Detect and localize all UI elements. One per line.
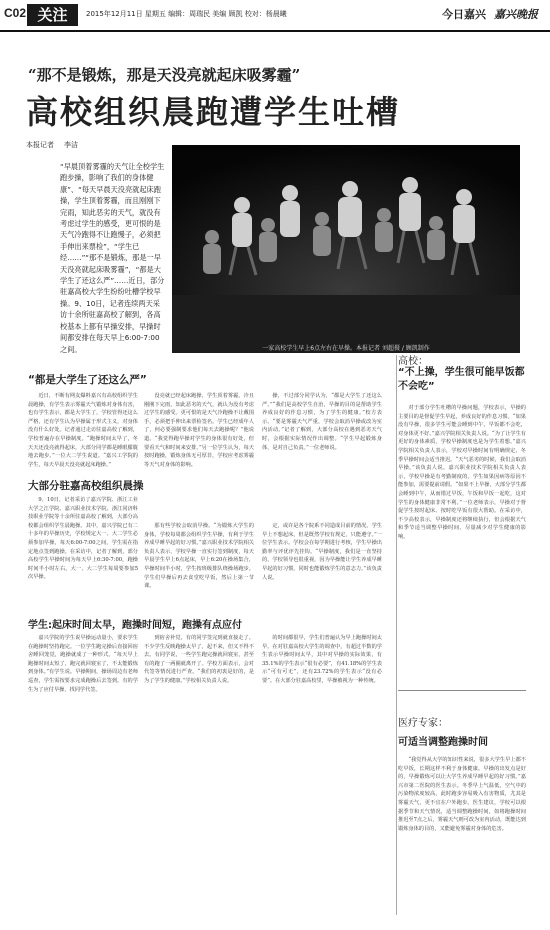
- body-col-9: 的时间都很早，学生们普遍认为早上跑操时间太早。在对驻嘉高校大学生的调查中，有超过半数的学生表示早操时间太早，其中对早操的实际效果，有35.1%的学生表示“很有必要”，有41.18%的学生表示“可有可无”，还有23.72%的学生表示“没有必要”。在大部分驻嘉高校里，早操被视为一种传统。: [262, 635, 382, 684]
- byline: [26, 140, 88, 150]
- paper-name: 今日嘉兴: [442, 8, 486, 21]
- photo-caption: 一家高校学生早上6点左右在早操。本报记者 刘超摄 / 顾凯制作: [262, 345, 430, 352]
- article-title: 高校组织晨跑遭学生吐槽: [26, 93, 401, 131]
- right-heading-2-label: 医疗专家：: [398, 718, 448, 729]
- section-heading-3: 学生:起床时间太早，跑操时间短，跑操有点应付: [28, 620, 242, 631]
- right-heading-1: “不上操，学生很可能早饭都不会吃”: [398, 367, 525, 392]
- masthead: [442, 6, 538, 22]
- issue-meta: 2015年12月11日 星期五 编辑：周瑞民 美编 顾凯 校对：杨晨曦: [86, 10, 287, 18]
- photo-runners-illustration: [172, 145, 520, 353]
- body-col-3: 操，不过部分同学认为，“都是大学生了还这么严。”“我们是高校学生自治，早操的目的是帮助学生养成良好的作息习惯，为了学生的健康。”校方表示。“要是雾霾天气严重，学校会取消早操或改为室内活动。”记者了解到，大部分高校在遇到恶劣天气时，会根据实际情况作出调整。“学生早起锻炼身体，是对自己负责。”一位老师说。: [262, 393, 382, 451]
- article-lede: “早晨顶着雾霾的天气让全校学生跑步操，影响了我们的身体健康”、“每天早晨天没亮就起床跑操，学生顶着雾霾，而且刚刚下完雨，知此恶劣的天气，就没有考虑过学生的感受，更可恨的是天气冷跑得不让跑慢子，必须把手伸出来票检”，“学生已经……”“那不是锻炼，那是一早天没亮就起床吸雾霾”，“都是大学生了还这么严”……近日，部分驻嘉高校大学生纷纷吐槽学校早操。9、10日，记者连续两天采访十余所驻嘉高校了解到，各高校基本上都有早操安排，早操时间都安排在每天早上6:00-7:00之间。: [60, 162, 165, 354]
- body-col-2: 没亮就已经起床跑操，学生顶着雾霾，冷且刚刚下完雨，知此恶劣的天气，就认为没有考虑过学生的感受。更可恨的是天气冷跑操不让戴围手，必须把手伸出来票检签名。学生已经成年人了，何必要强制要求他们每天去跑操呢？”他说道。“我觉得跑早操对学生的身体很有好处，但要看天气和时间来安排。”另一位学生认为，每天按时跑操，锻炼身体无可厚非，学校应考虑雾霾等天气对身体的影响。: [144, 393, 254, 468]
- section-label: 关注: [27, 4, 78, 26]
- right-rule: [398, 690, 526, 691]
- section-heading-1: “都是大学生了还这么严”: [28, 374, 147, 386]
- right-heading-2: 可适当调整跑操时间: [398, 737, 488, 748]
- body-col-6: 定，或许是各个院系不同造成目前的情况。学生早上不想起床，但是既然学校有规定，只能遵守。”一位学生表示。学校会在每学期进行考核，学生早操出勤率与评优评先挂钩。“早操制度，我们是一直坚持的，学校领导也很重视，因为早操能让学生养成早睡早起的好习惯，同时也能锻炼学生的意志力。”该负责人说。: [262, 523, 382, 581]
- body-col-5: 那有些学校会取消早操。“为锻炼大学生的身体，学校每周都会组织学生早操，有利于学生养成早睡早起的好习惯。”嘉兴职业技术学院相关负责人表示，学校早操一直实行签到制度，每天早晨学生早上6点起床，早上6:20在操场集合，早操时间半小时，学生按班级排队绕操场跑步。学生们早操后再去食堂吃早饭，然后上第一节课。: [144, 523, 254, 590]
- article-photo: [172, 145, 520, 353]
- column-divider: [396, 355, 397, 915]
- body-col-8: 到宿舍补觉，有的同学签完到就直接走了。不少学生反映跑操太早了，起不来，但又不得不去。有同学说，一些学生跑完操就回寝室，甚至有的跑了一两圈就离开了。学校方面表示，会对代签等情况进行严查。“我们的初衷是好的，是为了学生的健康。”学校相关负责人说。: [144, 635, 254, 684]
- byline-name: 李洁: [64, 141, 78, 149]
- body-col-7: 嘉兴学院的学生说早操运动量小，要求学生在跑操时坚持跑完。一位学生跑完操后直接回宿舍睡回笼觉，跑操就成了一种形式。“每天早上跑操时间太短了，跑完就回寝室了，不太能锻炼到身体。”有学生说。早操期间，操场周边有老师巡查，学生需按要求完成跑操后去签到。有的学生为了应付早操，找同学代签。: [28, 635, 138, 693]
- byline-label: 本报记者: [26, 141, 54, 149]
- paper-logo: 嘉兴晚报: [494, 8, 538, 21]
- right-body-1: 对于部分学生吐槽的早操问题，学校表示，早操的主要目的是督促学生早起，养成良好的作息习惯。“如果没有早操，很多学生可能会睡到中午，早饭都不会吃，对身体更不好。”嘉兴学院相关负责人说。“为了让学生有更好的身体素质，学校早操制度也是为学生着想。”嘉兴学院相关负责人表示，学校对早操时间有明确规定，冬季早操时间会适当推迟。“天气恶劣的时候，我们会取消早操。”该负责人说。嘉兴职业技术学院相关负责人表示，学校早操是有考勤制度的，学生如果因病等原因不能参加，需要提前请假。“如果不上早操，大部分学生都会睡到中午，从而错过早饭，午饭和早饭一起吃，这对学生的身体健康非常不利。”一位老师表示，早操对于督促学生按时起床、按时吃早饭有很大帮助。在采访中，不少高校表示，早操制度还将继续执行，但会根据天气和季节适当调整早操时间，尽量减少对学生健康的影响。: [398, 405, 526, 540]
- section-heading-2: 大部分驻嘉高校组织晨操: [28, 480, 144, 492]
- right-body-2: “我觉得从大学的知识性来说，很多大学生早上都不吃早饭，长期这样不利于身体健康。早操的出发点是好的，早操锻炼可以让大学生养成早睡早起的好习惯。”嘉兴市第二医院的医生表示。冬季早上气温低，空气中的污染物浓度较高，此时跑步容易吸入有害物质，尤其是雾霾天气，更不宜在户外跑步。医生建议，学校可以根据季节和天气情况，适当调整跑操时间，如将跑操时间推迟至7点之后，雾霾天气则可改为室内活动，既能达到锻炼身体的目的，又能避免雾霾对身体的危害。: [398, 757, 526, 832]
- right-heading-1-label: 高校：: [398, 356, 428, 367]
- page-number: C02: [4, 6, 27, 20]
- article-subtitle: “那不是锻炼，那是天没亮就起床吸雾霾”: [28, 66, 301, 84]
- body-col-4: 9、10日，记者采访了嘉兴学院、浙江工业大学之江学院、嘉兴职业技术学院、浙江同济科技职业学院等十余所驻嘉高校了解到，大部分高校都会组织学生晨跑操。其中，嘉兴学院已有二十多年的早操历史，学校规定大一、大二学生必须参加早操，每天6:00-7:00之间，学生需在指定地点签到跑操。在采访中，记者了解到，部分高校学生早操时间为每天早上6:30-7:00，跑操时间半小时左右。大一、大二学生每周要参加5次早操。: [28, 497, 138, 581]
- body-col-1: 近日，不断有网友爆料嘉兴有高校组织学生晨跑操，有学生表示雾霾天气锻炼对身体有害，也有学生表示，都是大学生了，学校管得还这么严格，还有学生认为早操属于形式主义，对身体没有什么好处。记者通过走访驻嘉高校了解到，学校普遍存在早操制度。“跑操时间太早了，冬天天还没亮就得起床，大部分同学都是睡眼朦胧地去跑步。”一位大二学生说道。“嘉兴工学院的学生，每天早晨天没亮就起床跑操。”: [28, 393, 138, 468]
